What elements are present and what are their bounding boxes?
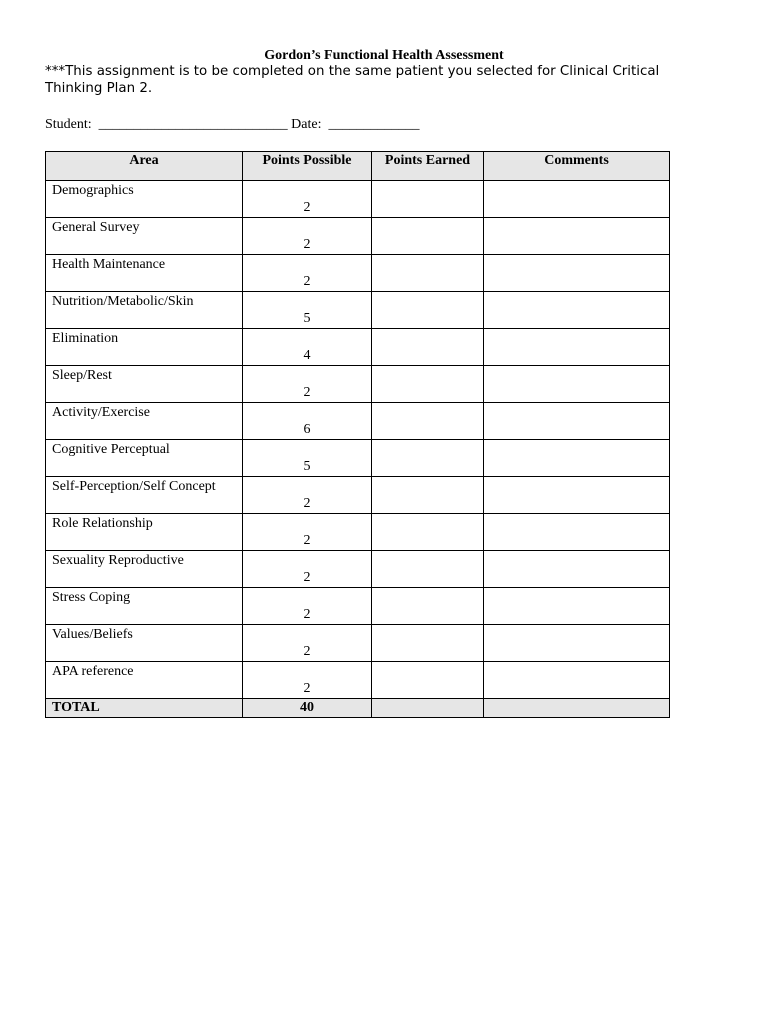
page-title: Gordon’s Functional Health Assessment: [264, 48, 504, 63]
area-cell: Self-Perception/Self Concept: [46, 477, 243, 514]
table-row: [46, 440, 670, 477]
points-earned-cell[interactable]: [372, 588, 484, 625]
comments-cell[interactable]: [484, 625, 670, 662]
total-points: 40: [243, 699, 372, 718]
grading-table: [45, 151, 670, 718]
comments-cell[interactable]: [484, 551, 670, 588]
points-earned-cell[interactable]: [372, 329, 484, 366]
points-possible-cell: 2: [243, 218, 372, 255]
area-cell: General Survey: [46, 218, 243, 255]
area-cell: Sexuality Reproductive: [46, 551, 243, 588]
table-row: [46, 477, 670, 514]
assignment-instruction: ***This assignment is to be completed on the same patient you selected for Clinical Critical Thinking Plan 2.: [45, 64, 660, 96]
header-area: Area: [46, 152, 243, 181]
table-row: [46, 366, 670, 403]
points-earned-cell[interactable]: [372, 514, 484, 551]
points-earned-cell[interactable]: [372, 181, 484, 218]
points-earned-cell[interactable]: [372, 551, 484, 588]
points-possible-cell: 2: [243, 662, 372, 699]
total-row: [46, 699, 670, 718]
points-possible-cell: 2: [243, 181, 372, 218]
points-earned-cell[interactable]: [372, 625, 484, 662]
header-points-earned: Points Earned: [372, 152, 484, 181]
area-cell: Sleep/Rest: [46, 366, 243, 403]
comments-cell[interactable]: [484, 292, 670, 329]
points-earned-cell[interactable]: [372, 440, 484, 477]
points-possible-cell: 2: [243, 514, 372, 551]
points-earned-cell[interactable]: [372, 218, 484, 255]
table-row: [46, 514, 670, 551]
points-possible-cell: 4: [243, 329, 372, 366]
points-possible-cell: 6: [243, 403, 372, 440]
points-earned-cell[interactable]: [372, 292, 484, 329]
points-earned-cell[interactable]: [372, 403, 484, 440]
table-row: [46, 403, 670, 440]
points-possible-cell: 2: [243, 477, 372, 514]
points-possible-cell: 2: [243, 551, 372, 588]
table-row: [46, 292, 670, 329]
points-earned-cell[interactable]: [372, 366, 484, 403]
area-cell: Nutrition/Metabolic/Skin: [46, 292, 243, 329]
points-possible-cell: 2: [243, 366, 372, 403]
table-body: [46, 181, 670, 699]
student-date-line: Student: ___________________________ Date: _____________: [45, 117, 420, 132]
points-possible-cell: 2: [243, 588, 372, 625]
table-row: [46, 218, 670, 255]
area-cell: Elimination: [46, 329, 243, 366]
area-cell: Stress Coping: [46, 588, 243, 625]
area-cell: Activity/Exercise: [46, 403, 243, 440]
area-cell: Health Maintenance: [46, 255, 243, 292]
comments-cell[interactable]: [484, 588, 670, 625]
points-earned-cell[interactable]: [372, 477, 484, 514]
area-cell: Demographics: [46, 181, 243, 218]
table-header-row: [46, 152, 670, 181]
area-cell: APA reference: [46, 662, 243, 699]
points-possible-cell: 2: [243, 625, 372, 662]
total-label: TOTAL: [46, 699, 243, 718]
comments-cell[interactable]: [484, 218, 670, 255]
comments-cell[interactable]: [484, 255, 670, 292]
area-cell: Role Relationship: [46, 514, 243, 551]
table-row: [46, 255, 670, 292]
points-earned-cell[interactable]: [372, 255, 484, 292]
table-row: [46, 588, 670, 625]
table-row: [46, 181, 670, 218]
points-possible-cell: 2: [243, 255, 372, 292]
points-earned-cell[interactable]: [372, 662, 484, 699]
table-row: [46, 662, 670, 699]
comments-cell[interactable]: [484, 181, 670, 218]
comments-cell[interactable]: [484, 329, 670, 366]
points-possible-cell: 5: [243, 440, 372, 477]
comments-cell[interactable]: [484, 662, 670, 699]
table-row: [46, 551, 670, 588]
comments-cell[interactable]: [484, 403, 670, 440]
comments-cell[interactable]: [484, 514, 670, 551]
header-points-possible: Points Possible: [243, 152, 372, 181]
comments-cell[interactable]: [484, 477, 670, 514]
table-row: [46, 625, 670, 662]
area-cell: Cognitive Perceptual: [46, 440, 243, 477]
total-comments-cell[interactable]: [484, 699, 670, 718]
header-comments: Comments: [484, 152, 670, 181]
comments-cell[interactable]: [484, 440, 670, 477]
total-earned-cell[interactable]: [372, 699, 484, 718]
comments-cell[interactable]: [484, 366, 670, 403]
points-possible-cell: 5: [243, 292, 372, 329]
area-cell: Values/Beliefs: [46, 625, 243, 662]
table-row: [46, 329, 670, 366]
